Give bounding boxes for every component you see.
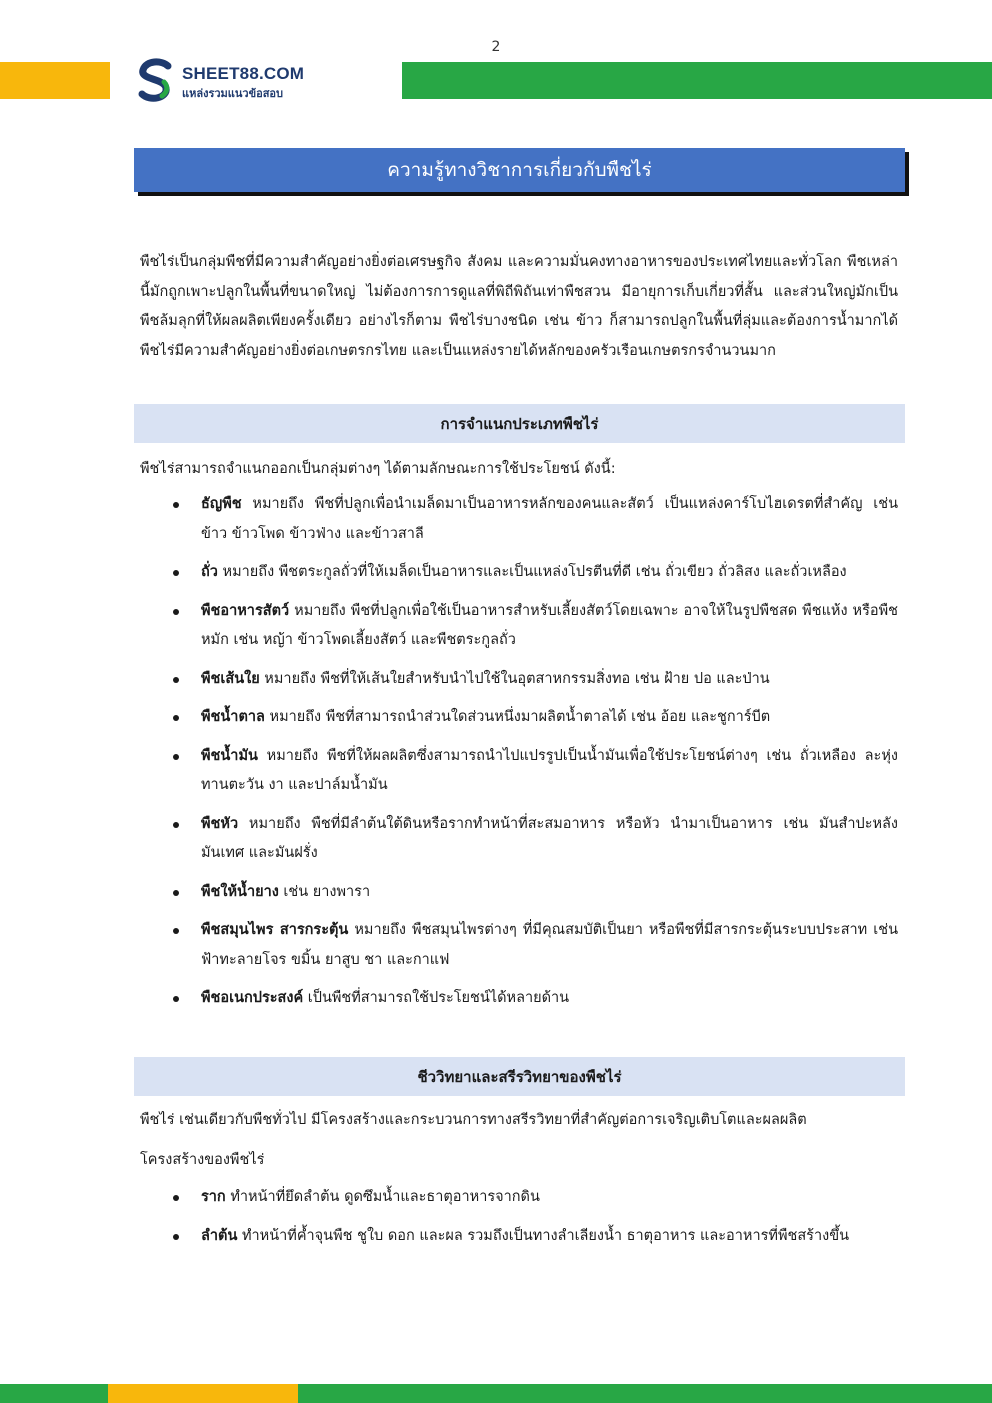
footer-yellow-band: [108, 1384, 298, 1403]
list-item: [140, 665, 898, 695]
list-item: [140, 810, 898, 869]
item-term: ธัญพืช: [201, 496, 242, 512]
biology-lead: พืชไร่ เช่นเดียวกับพืชทั่วไป มีโครงสร้างและกระบวนการทางสรีรวิทยาที่สำคัญต่อการเจริญเติบโตและผลผลิต: [140, 1112, 807, 1128]
bullet-icon: [173, 502, 179, 508]
bullet-icon: [173, 609, 179, 615]
item-term: พืชน้ำตาล: [201, 709, 265, 725]
list-item: [140, 558, 898, 588]
bullet-icon: [173, 822, 179, 828]
item-desc: หมายถึง พืชที่มีลำต้นใต้ดินหรือรากทำหน้าที่สะสมอาหาร หรือหัว นำมาเป็นอาหาร เช่น มันสำปะหลัง มันเทศ และมันฝรั่ง: [201, 815, 898, 861]
bullet-icon: [173, 996, 179, 1002]
header-green-band: [402, 62, 992, 99]
item-term: พืชสมุนไพร สารกระตุ้น: [201, 922, 349, 938]
bullet-icon: [173, 570, 179, 576]
list-item: [140, 490, 898, 549]
logo-title: SHEET88.COM: [182, 64, 305, 83]
bullet-icon: [173, 928, 179, 934]
bullet-icon: [173, 1195, 179, 1201]
item-desc: หมายถึง พืชที่ปลูกเพื่อนำเมล็ดมาเป็นอาหารหลักของคนและสัตว์ เป็นแหล่งคาร์โบไฮเดรตที่สำคัญ เช่น ข้าว ข้าวโพด ข้าวฟ่าง และข้าวสาลี: [201, 496, 898, 542]
page-number: 2: [491, 39, 501, 55]
item-desc: หมายถึง พืชที่สามารถนำส่วนใดส่วนหนึ่งมาผลิตน้ำตาลได้ เช่น อ้อย และชูการ์บีต: [264, 709, 771, 725]
item-desc: เช่น ยางพารา: [278, 883, 371, 900]
bullet-icon: [173, 715, 179, 721]
section-heading-text: ชีววิทยาและสรีรวิทยาของพืชไร่: [417, 1067, 622, 1086]
item-term: พืชน้ำมัน: [201, 747, 258, 764]
item-term: พืชเส้นใย: [201, 670, 260, 687]
structure-list: [140, 1183, 898, 1260]
item-desc: หมายถึง พืชสมุนไพรต่างๆ ที่มีคุณสมบัติเป็นยา หรือพืชที่มีสารกระตุ้นระบบประสาท เช่น ฟ้าทะลายโจร ขมิ้น ยาสูบ ชา และกาแฟ: [201, 922, 898, 968]
item-desc: เป็นพืชที่สามารถใช้ประโยชน์ได้หลายด้าน: [303, 990, 570, 1006]
item-desc: หมายถึง พืชที่ปลูกเพื่อใช้เป็นอาหารสำหรับเลี้ยงสัตว์โดยเฉพาะ อาจให้ในรูปพืชสด พืชแห้ง หรือพืชหมัก เช่น หญ้า ข้าวโพดเลี้ยงสัตว์ และพืชตระกูลถั่ว: [201, 602, 898, 648]
item-term: พืชอเนกประสงค์: [201, 990, 304, 1006]
section-heading-classification: [134, 404, 905, 443]
list-item: [140, 703, 898, 733]
item-term: พืชหัว: [201, 815, 239, 832]
footer-green-band: [0, 1384, 108, 1403]
bullet-icon: [173, 754, 179, 760]
list-item: [140, 878, 898, 908]
item-desc: หมายถึง พืชที่ให้ผลผลิตซึ่งสามารถนำไปแปรรูปเป็นน้ำมันเพื่อใช้ประโยชน์ต่างๆ เช่น ถั่วเหลือง ละหุ่ง ทานตะวัน งา และปาล์มน้ำมัน: [201, 747, 898, 793]
item-term: ราก: [201, 1189, 226, 1205]
structure-subheading: โครงสร้างของพืชไร่: [140, 1152, 265, 1168]
page-title: ความรู้ทางวิชาการเกี่ยวกับพืชไร่: [387, 159, 652, 181]
item-term: ลำต้น: [201, 1227, 238, 1244]
item-desc: ทำหน้าที่ค้ำจุนพืช ชูใบ ดอก และผล รวมถึงเป็นทางลำเลียงน้ำ ธาตุอาหาร และอาหารที่พืชสร้างขึ้น: [237, 1227, 850, 1244]
section-heading-biology: [134, 1057, 905, 1096]
logo-subtitle: แหล่งรวมแนวข้อสอบ: [182, 87, 284, 100]
list-item: [140, 597, 898, 656]
site-logo: [134, 58, 394, 104]
item-term: ถั่ว: [201, 564, 218, 580]
header-yellow-band: [0, 62, 110, 99]
item-term: พืชอาหารสัตว์: [201, 602, 290, 619]
list-item: [140, 916, 898, 975]
bullet-icon: [173, 890, 179, 896]
title-banner: [134, 148, 905, 192]
list-item: [140, 1222, 898, 1252]
classification-list: [140, 490, 898, 1023]
footer-green-band: [298, 1384, 992, 1403]
intro-paragraph: พืชไร่เป็นกลุ่มพืชที่มีความสำคัญอย่างยิ่งต่อเศรษฐกิจ สังคม และความมั่นคงทางอาหารของประเทศไทยและทั่วโลก พืชเหล่านี้มักถูกเพาะปลูกในพื้นที่ขนาดใหญ่ ไม่ต้องการการดูแลที่พิถีพิถันเท่าพืชสวน มีอายุการเก็บเกี่ยวที่สั้น และส่วนใหญ่มักเป็นพืชล้มลุกที่ให้ผลผลิตเพียงครั้งเดียว อย่างไรก็ตาม พืชไร่บางชนิด เช่น ข้าว ก็สามารถปลูกในพื้นที่ลุ่มและต้องการน้ำมากได้ พืชไร่มีความสำคัญอย่างยิ่งต่อเกษตรกรไทย และเป็นแหล่งรายได้หลักของครัวเรือนเกษตรกรจำนวนมาก: [140, 254, 898, 359]
logo-s-icon: [134, 58, 178, 104]
item-desc: หมายถึง พืชตระกูลถั่วที่ให้เมล็ดเป็นอาหารและเป็นแหล่งโปรตีนที่ดี เช่น ถั่วเขียว ถั่วลิสง และถั่วเหลือง: [217, 564, 847, 580]
bullet-icon: [173, 677, 179, 683]
item-desc: หมายถึง พืชที่ให้เส้นใยสำหรับนำไปใช้ในอุตสาหกรรมสิ่งทอ เช่น ฝ้าย ปอ และป่าน: [259, 670, 770, 687]
list-item: [140, 1183, 898, 1213]
item-term: พืชให้น้ำยาง: [201, 883, 279, 900]
section-heading-text: การจำแนกประเภทพืชไร่: [440, 414, 599, 433]
classification-lead: พืชไร่สามารถจำแนกออกเป็นกลุ่มต่างๆ ได้ตามลักษณะการใช้ประโยชน์ ดังนี้:: [140, 461, 616, 477]
list-item: [140, 984, 898, 1014]
item-desc: ทำหน้าที่ยึดลำต้น ดูดซึมน้ำและธาตุอาหารจากดิน: [225, 1189, 540, 1205]
list-item: [140, 742, 898, 801]
bullet-icon: [173, 1234, 179, 1240]
